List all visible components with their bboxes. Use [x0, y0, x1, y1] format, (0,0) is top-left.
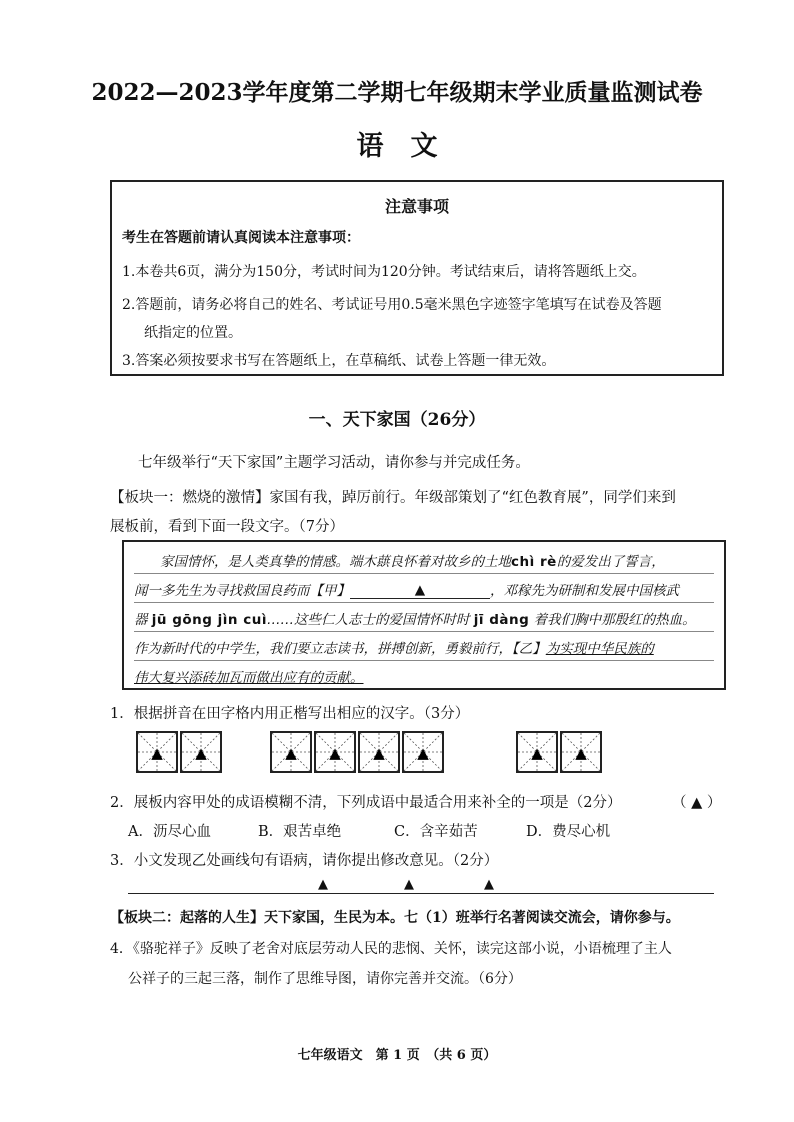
notice-box: [110, 180, 724, 376]
excerpt-text: 的爱发出了誓言，: [556, 554, 665, 570]
excerpt-box: [122, 540, 726, 690]
tianzige-cell[interactable]: [402, 731, 444, 773]
placeholder-triangle: ▲: [329, 744, 341, 762]
excerpt-text: 作为新时代的中学生，我们要立志读书，拼搏创新，勇毅前行，【乙】: [134, 641, 546, 657]
tianzige-guides: [518, 733, 556, 771]
excerpt-text: 家国情怀，是人类真挚的情感。端木蕻良怀着对故乡的土地: [160, 554, 511, 570]
placeholder-triangle: ▲: [195, 744, 207, 762]
subject-title: 语 文: [356, 131, 438, 162]
placeholder-triangle: ▲: [373, 744, 385, 762]
sentence-yi: 为实现中华民族的: [545, 641, 654, 657]
question-1: 1．根据拼音在田字格内用正楷写出相应的汉字。（3分）: [110, 706, 470, 722]
excerpt-rule: [134, 660, 714, 661]
tianzige-cell[interactable]: [560, 731, 602, 773]
blank-jia: ▲: [350, 582, 490, 599]
tianzige-guides: [138, 733, 176, 771]
notice-item-1: 1.本卷共6页，满分为150分，考试时间为120分钟。考试结束后，请将答题纸上交。: [122, 264, 646, 280]
option-a[interactable]: A．沥尽心血: [128, 824, 211, 840]
answer-mark: ▲: [484, 877, 494, 892]
placeholder-triangle: ▲: [285, 744, 297, 762]
option-c[interactable]: C．含辛茹苦: [394, 824, 478, 840]
notice-intro: 考生在答题前请认真阅读本注意事项：: [122, 230, 360, 246]
excerpt-rule: [134, 573, 714, 574]
notice-item-3: 3.答案必须按要求书写在答题纸上，在草稿纸、试卷上答题一律无效。: [122, 353, 556, 369]
tianzige-cell[interactable]: [516, 731, 558, 773]
excerpt-rule: [134, 631, 714, 632]
tianzige-guides: [360, 733, 398, 771]
answer-mark: ▲: [404, 877, 414, 892]
notice-item-2: 2.答题前，请务必将自己的姓名、考试证号用0.5毫米黑色字迹签字笔填写在试卷及答题: [122, 297, 662, 313]
grid-group-jidang: [516, 731, 604, 773]
tianzige-guides: [404, 733, 442, 771]
block1-line2: 展板前，看到下面一段文字。（7分）: [110, 519, 344, 535]
pinyin-jugongjincui: jū gōng jìn cuì: [151, 612, 267, 628]
excerpt-text: 器: [134, 612, 148, 628]
notice-item-2-cont: 纸指定的位置。: [144, 325, 242, 341]
placeholder-triangle: ▲: [151, 744, 163, 762]
tianzige-cell[interactable]: [180, 731, 222, 773]
block1-line1: 【板块一：燃烧的激情】家国有我，踔厉前行。年级部策划了“红色教育展”，同学们来到: [110, 490, 676, 506]
question-4-line2: 公祥子的三起三落，制作了思维导图，请你完善并交流。（6分）: [128, 971, 522, 987]
block2-heading: 【板块二：起落的人生】天下家国，生民为本。七（1）班举行名著阅读交流会，请你参与。: [110, 910, 680, 926]
grid-group-chire: [136, 731, 224, 773]
answer-line[interactable]: [128, 893, 714, 894]
placeholder-triangle: ▲: [575, 744, 587, 762]
pinyin-chire: chì rè: [511, 554, 557, 570]
question-2: 2．展板内容甲处的成语模糊不清，下列成语中最适合用来补全的一项是（2分）: [110, 795, 622, 811]
option-d[interactable]: D．费尽心机: [526, 824, 611, 840]
answer-mark: ▲: [318, 877, 328, 892]
tianzige-guides: [272, 733, 310, 771]
section-heading: 一、天下家国（26分）: [308, 410, 486, 430]
excerpt-line-3: [134, 608, 714, 628]
tianzige-cell[interactable]: [270, 731, 312, 773]
placeholder-triangle: ▲: [531, 744, 543, 762]
excerpt-rule: [134, 602, 714, 603]
page-footer: 七年级语文 第 1 页 （共 6 页）: [297, 1048, 497, 1063]
tianzige-cell[interactable]: [314, 731, 356, 773]
option-b[interactable]: B．艰苦卓绝: [258, 824, 342, 840]
tianzige-guides: [562, 733, 600, 771]
placeholder-triangle: ▲: [417, 744, 429, 762]
excerpt-text: 着我们胸中那殷红的热血。: [533, 612, 696, 628]
excerpt-line-4: [134, 637, 714, 657]
excerpt-line-1: [160, 550, 714, 570]
excerpt-text: ，邓稼先为研制和发展中国核武: [490, 583, 679, 599]
tianzige-cell[interactable]: [358, 731, 400, 773]
question-4-line1: 4．《骆驼祥子》反映了老舍对底层劳动人民的悲悯、关怀，读完这部小说，小语梳理了主人: [110, 941, 672, 957]
exam-title: 2022—2023学年度第二学期七年级期末学业质量监测试卷: [91, 79, 703, 106]
section-intro: 七年级举行“天下家国”主题学习活动，请你参与并完成任务。: [138, 455, 530, 471]
tianzige-cell[interactable]: [136, 731, 178, 773]
excerpt-line-5: [134, 666, 714, 686]
excerpt-text: 闻一多先生为寻找救国良药而【甲】: [134, 583, 350, 599]
grid-group-jugongjincui: [270, 731, 446, 773]
tianzige-guides: [316, 733, 354, 771]
notice-title: 注意事项: [384, 197, 449, 216]
sentence-yi-cont: 伟大复兴添砖加瓦而做出应有的贡献。: [134, 670, 364, 686]
excerpt-text: ……这些仁人志士的爱国情怀时时: [266, 612, 470, 628]
pinyin-jidang: jī dàng: [473, 612, 530, 628]
excerpt-line-2: [134, 579, 714, 599]
question-2-answer-slot[interactable]: （ ▲ ）: [672, 795, 722, 811]
tianzige-guides: [182, 733, 220, 771]
question-3: 3．小文发现乙处画线句有语病，请你提出修改意见。（2分）: [110, 853, 499, 869]
